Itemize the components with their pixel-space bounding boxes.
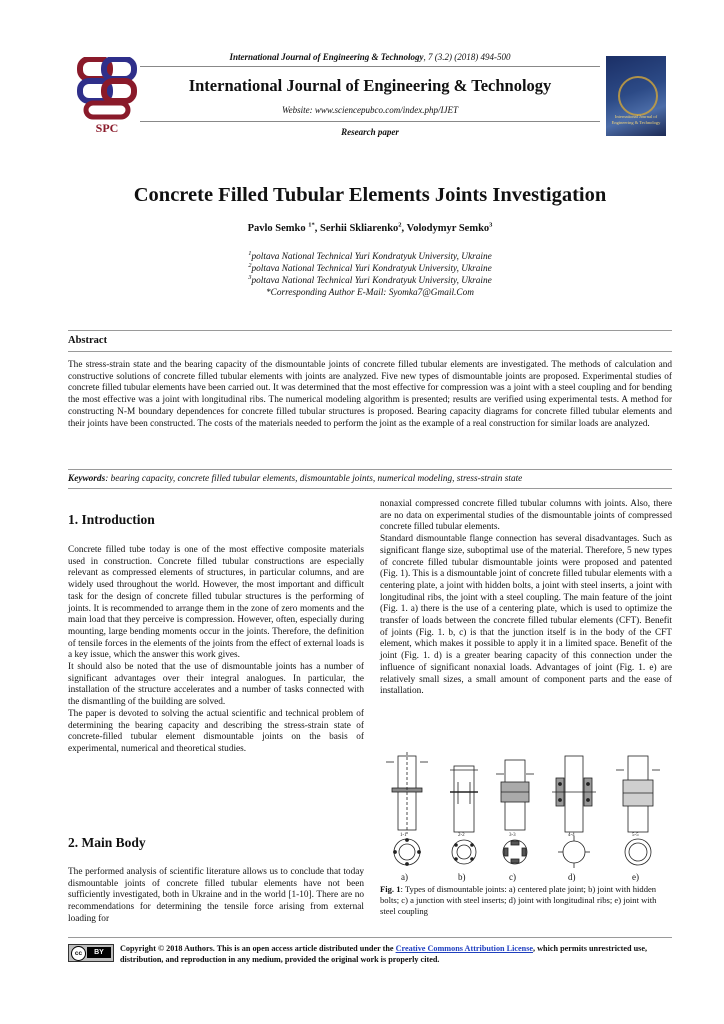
panel-label-e: e) [632, 872, 639, 882]
journal-cover [606, 56, 666, 136]
intro-paragraph-1: Concrete filled tube today is one of the most effective composite materials used in construction. Concrete filled tubular constructions are especially relevant as compressed elements of structures, in particular columns, and are widely used throughout the world. However, the most important and difficult task for the design of concrete filled tubular structures is the performing of joints. It is recommended to arrange them in the zone of zero moments and the main load that they perceive is compression. However, often, especially during mounting, large bending moments occur in the joints. Therefore, the definition of tensile forces in the elements of the joints from the effect of external loads is a key issue, which the answer this work gives. [68, 545, 364, 661]
copyright-notice [120, 944, 672, 965]
figure-1-caption [380, 884, 672, 917]
authors [68, 223, 672, 234]
cover-decoration [618, 76, 658, 116]
figure-1-caption-label: Fig. 1 [380, 884, 401, 894]
copyright-text-2: , which permits unrestricted use, distribution, and reproduction in any medium, provided the original work is properly cited. [120, 944, 648, 964]
keywords-text: : bearing capacity, concrete filled tubular elements, dismountable joints, numerical modeling, stress-strain state [105, 474, 523, 484]
paper-type: Research paper [341, 127, 399, 137]
corresponding-author: *Corresponding Author E-Mail: Syomka7@Gmail.Com [266, 288, 474, 298]
cc-by-badge[interactable] [68, 944, 114, 962]
panel-label-c: c) [509, 872, 516, 882]
spc-logo-text: SPC [95, 121, 119, 135]
journal-website: Website: www.sciencepubco.com/index.php/IJET [282, 105, 458, 115]
cc-license-link[interactable]: Creative Commons Attribution License [395, 944, 534, 953]
figure-1-caption-text: : Types of dismountable joints: a) centered plate joint; b) joint with hidden bolts; c) a junction with steel inserts; d) joint with longitudinal ribs; e) joint with steel coupling [380, 884, 657, 916]
figure-1 [380, 752, 672, 870]
header-mid-rule [140, 121, 600, 122]
panel-label-b: b) [458, 872, 466, 882]
keywords [68, 474, 672, 486]
main-body-paragraph-1: The performed analysis of scientific literature allows us to conclude that today dismountable joints of concrete filled tubular elements have not been sufficiently investigated, both in Ukraine and in the world [1-10]. There are no recommendations for determining the tensile force arising from external loading for [68, 867, 364, 924]
header-top-rule [140, 66, 600, 67]
joint-c-drawing [496, 760, 534, 864]
intro-paragraph-3: The paper is devoted to solving the actual scientific and technical problem of determining the bearing capacity and describing the stress-strain state of concrete-filled tubular element dismountable joints on the basis of experimental, numerical and theoretical studies. [68, 708, 364, 754]
intro-body [68, 545, 364, 756]
right-paragraph-2: Standard dismountable flange connection has several disadvantages. Such as significant flange size, suboptimal use of the material. Therefore, 5 new types of concrete filled tubular dismountable joints were proposed and patented (Fig. 1). This is a dismountable joint of concrete filled tubular elements with a centering plate, a joint with hidden bolts, a joint with steel inserts, a joint with longitudinal ribs, the joint with a steel coupling. The main feature of the joint (Fig. 1. a) there is the use of a centering plate, which is used to optimize the transfer of loads between the concrete filled tubular elements (CFT). Benefit of joints (Fig. 1. b, c) is that the junction itself is in the body of the CFT element, which makes it possible to apply it in a limited space. Benefit of the joint (Fig. 1. d) is a greater bearing capacity of this connection under the influence of significant nonaxial loads. Advantages of joint (Fig. 1. e) are relatively small sizes, a small amount of component parts and the ease of installation. [380, 534, 672, 697]
author-3-sup: 3 [489, 221, 493, 229]
main-body-heading: 2. Main Body [68, 835, 146, 850]
right-column-body [380, 499, 672, 698]
abstract-heading: Abstract [68, 335, 108, 346]
affiliation-3: $^3$poltava National Technical Yuri Kondratyuk University, Ukraine [248, 273, 492, 286]
section-label-5: 5-5 [632, 833, 639, 838]
keywords-label: Keywords [68, 474, 106, 484]
journal-citation-name: International Journal of Engineering & Technology [229, 52, 424, 62]
figure-1-drawing [380, 752, 672, 870]
keywords-bottom-rule [68, 488, 672, 489]
journal-citation [140, 52, 600, 62]
copyright-text-1: Copyright © 2018 Authors. This is an open access article distributed under the [120, 944, 396, 953]
joint-b-drawing [450, 766, 478, 864]
paper-title: Concrete Filled Tubular Elements Joints Investigation [133, 184, 607, 206]
author-1: Pavlo Semko [247, 223, 309, 234]
panel-label-d: d) [568, 872, 576, 882]
footer-rule [68, 937, 672, 938]
right-paragraph-1: nonaxial compressed concrete filled tubular columns with joints. Also, there are no data on experimental studies of the dismountable joints of compressed concrete filled tubular elements. [380, 499, 672, 533]
cover-title: International Journal of Engineering & Technology [611, 114, 661, 125]
by-label: BY [87, 947, 111, 958]
journal-title: International Journal of Engineering & Technology [188, 76, 552, 95]
abstract-top-rule [68, 330, 672, 331]
joint-e-drawing [616, 756, 660, 865]
author-2-sup: 2 [398, 221, 402, 229]
affiliation-1: $^1$poltava National Technical Yuri Kondratyuk University, Ukraine [248, 249, 492, 262]
section-label-1: 1-1 [400, 833, 407, 838]
joint-d-drawing [552, 756, 596, 868]
panel-label-a: a) [401, 872, 408, 882]
section-label-2: 2-2 [458, 833, 465, 838]
journal-citation-rest: , 7 (3.2) (2018) 494-500 [423, 52, 511, 62]
affiliations [68, 251, 672, 299]
author-3: , Volodymyr Semko [401, 223, 490, 234]
affiliation-2: $^2$poltava National Technical Yuri Kondratyuk University, Ukraine [248, 261, 492, 274]
section-label-3: 3-3 [509, 833, 516, 838]
author-1-sup: 1* [308, 221, 315, 229]
author-2: , Serhii Skliarenko [314, 223, 399, 234]
keywords-top-rule [68, 469, 672, 470]
intro-heading: 1. Introduction [68, 512, 155, 527]
abstract-heading-rule [68, 351, 672, 352]
intro-paragraph-2: It should also be noted that the use of dismountable joints has a number of significant advantages over their integral analogues. In particular, the installation of the structure accelerates and a number of tasks connected with the dismantling of the building are solved. [68, 662, 364, 708]
joint-a-drawing [386, 752, 428, 866]
abstract-text: The stress-strain state and the bearing capacity of the dismountable joints of concrete filled tubular elements are investigated. The methods of calculation and constructive solutions of concrete filled tubular elements with joints are analyzed. Five new types of dismountable joints are proposed. Experimental studies of concrete filled tubular elements have been carried out. It was determined that the most effective for compression was a joint with a steel coupling and for bending the most effective was a joint with longitudinal ribs. The numerical modeling algorithm is presented; results are verified using experimental tests. A method for constructing N-M boundary dependences for concrete filled tubular structures is proposed. Bearing capacity diagrams for concrete filled tubular elements and their joints have been constructed. The costs of the materials needed to perform the joint as the example of a real construction for similar loads are analyzed. [68, 360, 672, 429]
spc-logo [76, 57, 138, 139]
section-label-4: 4-4 [568, 833, 575, 838]
cc-icon: cc [71, 946, 86, 961]
